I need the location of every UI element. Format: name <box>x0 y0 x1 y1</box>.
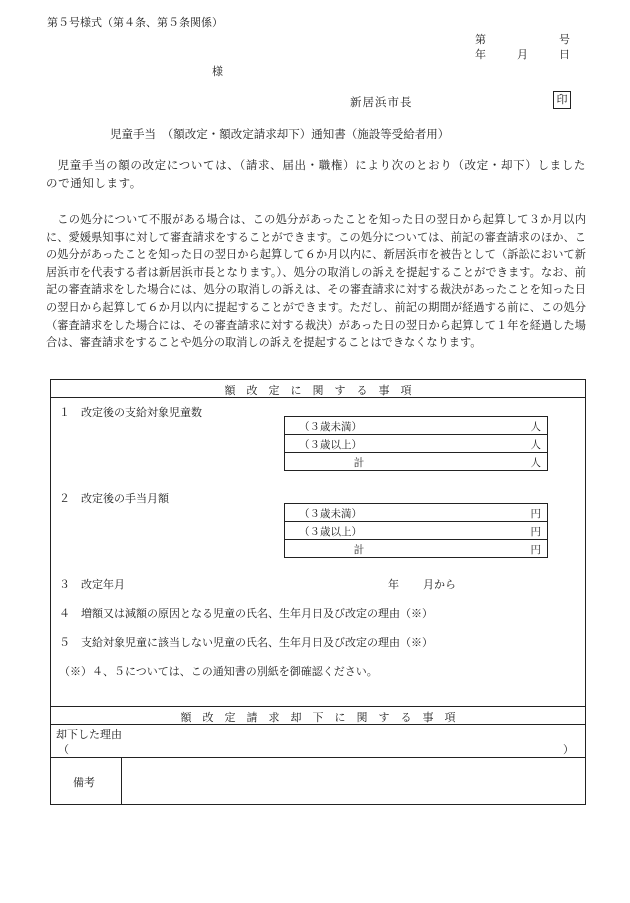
item3-month-from: 月から <box>423 578 456 591</box>
table-row <box>285 540 547 557</box>
seal-stamp: 印 <box>553 91 571 109</box>
row-unit: 円 <box>530 544 541 556</box>
remarks-label: 備考 <box>73 776 95 789</box>
intro-paragraph: 児童手当の額の改定については、（請求、届出・職権）により次のとおり（改定・却下）しましたので通知します。 <box>46 158 586 190</box>
row-label-total: 計 <box>353 457 365 469</box>
date-day: 日 <box>559 48 570 61</box>
doc-number-go: 号 <box>559 33 570 46</box>
rejection-reason-label: 却下した理由 <box>56 728 122 741</box>
item3-year: 年 <box>388 578 399 591</box>
row-unit: 人 <box>530 457 541 469</box>
section1-header: 額 改 定 に 関 す る 事 項 <box>224 384 412 397</box>
paren-close: ） <box>563 743 574 756</box>
item1-label: １ 改定後の支給対象児童数 <box>59 406 202 419</box>
row-label: （３歳以上） <box>299 526 362 538</box>
date-year: 年 <box>475 48 486 61</box>
addressee-suffix: 様 <box>212 65 223 78</box>
row-unit: 人 <box>530 439 541 451</box>
row-unit: 円 <box>530 508 541 520</box>
row-label-total: 計 <box>353 544 365 556</box>
doc-number-dai: 第 <box>475 33 486 46</box>
item4-label: ４ 増額又は減額の原因となる児童の氏名、生年月日及び改定の理由（※） <box>59 607 433 620</box>
table-row <box>285 522 547 540</box>
row-label: （３歳未満） <box>299 508 362 520</box>
child-count-table <box>284 416 548 471</box>
monthly-amount-table <box>284 503 548 558</box>
section2-header: 額 改 定 請 求 却 下 に 関 す る 事 項 <box>180 711 456 724</box>
item3-label: ３ 改定年月 <box>59 578 125 591</box>
footnote: （※）４、５については、この通知書の別紙を御確認ください。 <box>59 665 378 678</box>
paren-open: （ <box>58 743 69 756</box>
form-number: 第５号様式（第４条、第５条関係） <box>47 16 223 29</box>
item5-label: ５ 支給対象児童に該当しない児童の氏名、生年月日及び改定の理由（※） <box>59 636 433 649</box>
appeal-notice-paragraph: この処分について不服がある場合は、この処分があったことを知った日の翌日から起算して３か月以内に、愛媛県知事に対して審査請求をすることができます。この処分については、前記の審査請求のほか、この処分があったことを知った日の翌日から起算して６か月以内に、新居浜市を被告として（訴訟において新居浜市を代表する者は新居浜市長となります。）、処分の取消しの訴えを提起することができます。なお、前記の審査請求をした場合には、処分の取消しの訴えは、その審査請求に対する裁決があったことを知った日の翌日から起算して６か月以内に提起することができます。ただし、前記の期間が経過する前に、この処分（審査請求をした場合には、その審査請求に対する裁決）があった日の翌日から起算して１年を経過した場合は、審査請求をすることや処分の取消しの訴えを提起することはできなくなります。 <box>46 213 586 350</box>
document-title: 児童手当 （額改定・額改定請求却下）通知書（施設等受給者用） <box>110 127 450 141</box>
item2-label: ２ 改定後の手当月額 <box>59 492 169 505</box>
table-row <box>285 417 547 435</box>
table-row <box>285 453 547 470</box>
row-unit: 人 <box>530 421 541 433</box>
date-month: 月 <box>517 48 528 61</box>
row-label: （３歳以上） <box>299 439 362 451</box>
row-label: （３歳未満） <box>299 421 362 433</box>
row-unit: 円 <box>530 526 541 538</box>
issuer-name: 新居浜市長 <box>350 95 413 109</box>
details-table <box>50 379 586 805</box>
table-row <box>285 504 547 522</box>
table-row <box>285 435 547 453</box>
